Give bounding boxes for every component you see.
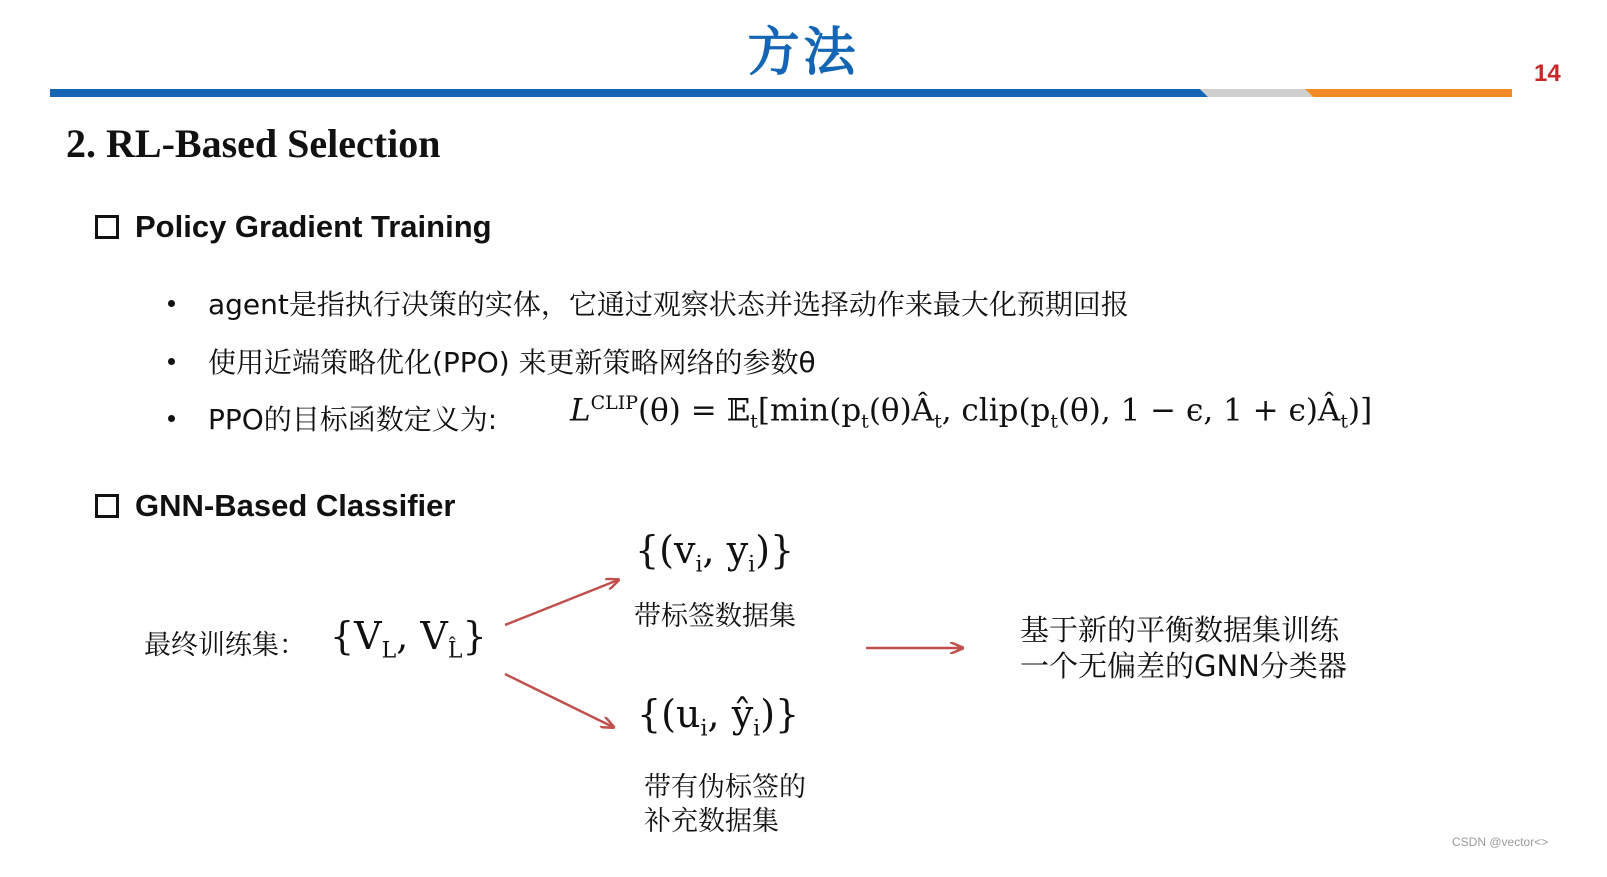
page-number: 14 (1534, 60, 1561, 87)
ppo-objective-formula: $L^{CLIP}(\theta)$ = $𝔼_t[\min(p_t(\theta)Â_t$, $clip(p_t(\theta)$, 1 − ϵ, $1 + \epsilon)Â_t$)] (570, 392, 1373, 433)
bullet-text: 使用近端策略优化(PPO) 来更新策略网络的参数θ (208, 346, 816, 379)
pseudo-set-caption-line2: 补充数据集 (644, 806, 779, 837)
result-text-line1: 基于新的平衡数据集训练 (1020, 613, 1340, 647)
subheading-label: GNN-Based Classifier (135, 488, 456, 523)
bullet-text: PPO的目标函数定义为: (208, 403, 498, 436)
labeled-set-math: {($v_i$, $y_i$)} (635, 528, 795, 578)
labeled-set-caption: 带标签数据集 (634, 601, 796, 632)
pseudo-set-caption-line1: 带有伪标签的 (644, 772, 806, 803)
bullet-text: agent是指执行决策的实体，它通过观察状态并选择动作来最大化预期回报 (208, 288, 1129, 321)
arrow-to-pseudo-set (505, 674, 613, 727)
watermark: CSDN @vector<> (1452, 835, 1549, 849)
training-set-math: {$V_L$, $V_{L̂}$} (330, 614, 487, 664)
pseudo-set-math: {($u_i$, $ŷ_i$)} (637, 692, 800, 742)
result-text-line2: 一个无偏差的GNN分类器 (1020, 649, 1347, 683)
section-title: 2. RL-Based Selection (66, 121, 441, 166)
training-set-label: 最终训练集： (144, 630, 306, 661)
slide-title: 方法 (747, 23, 860, 83)
subheading-label: Policy Gradient Training (135, 209, 492, 244)
arrow-to-labeled-set (505, 580, 618, 625)
